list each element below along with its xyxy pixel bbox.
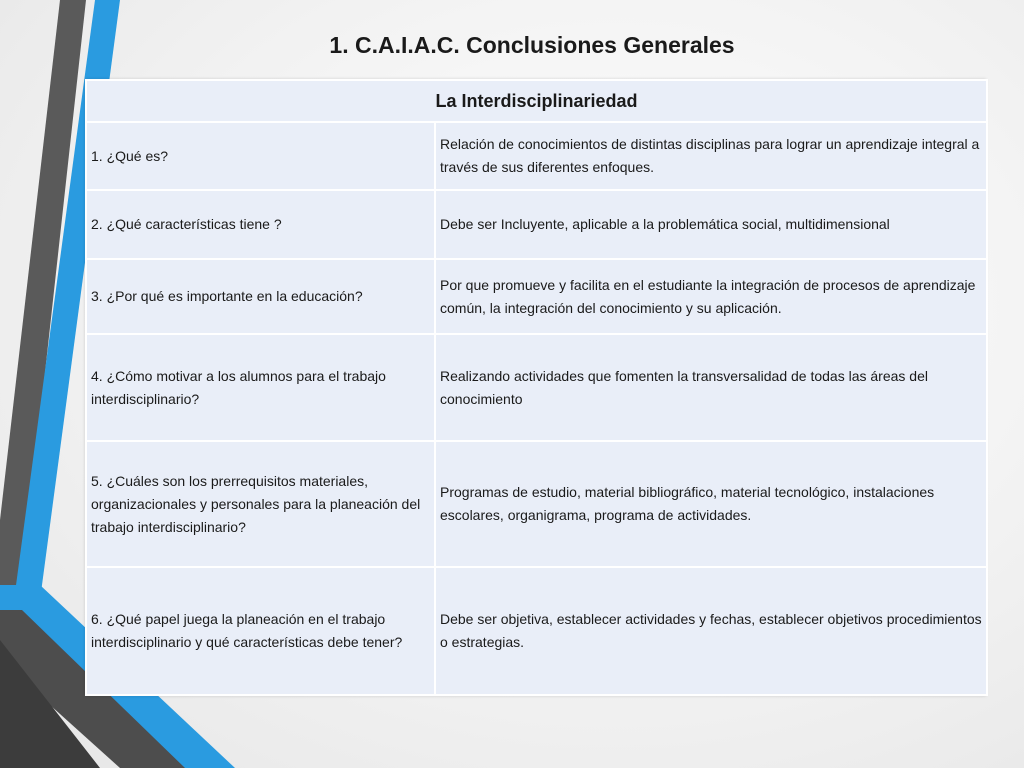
question-cell: 6. ¿Qué papel juega la planeación en el trabajo interdisciplinario y qué características debe tener? <box>86 567 435 695</box>
conclusions-table-container <box>85 79 986 696</box>
table-row <box>86 441 987 567</box>
question-cell: 4. ¿Cómo motivar a los alumnos para el trabajo interdisciplinario? <box>86 334 435 441</box>
question-cell: 3. ¿Por qué es importante en la educación? <box>86 259 435 334</box>
question-cell: 2. ¿Qué características tiene ? <box>86 190 435 259</box>
answer-cell: Programas de estudio, material bibliográfico, material tecnológico, instalaciones escolares, organigrama, programa de actividades. <box>435 441 987 567</box>
slide-title: 1. C.A.I.A.C. Conclusiones Generales <box>329 32 735 58</box>
table-row <box>86 567 987 695</box>
table-row <box>86 190 987 259</box>
question-cell: 5. ¿Cuáles son los prerrequisitos materiales, organizacionales y personales para la planeación del trabajo interdisciplinario? <box>86 441 435 567</box>
conclusions-table <box>85 79 988 696</box>
answer-cell: Relación de conocimientos de distintas disciplinas para lograr un aprendizaje integral a través de sus diferentes enfoques. <box>435 122 987 190</box>
answer-cell: Realizando actividades que fomenten la transversalidad de todas las áreas del conocimiento <box>435 334 987 441</box>
table-row <box>86 259 987 334</box>
answer-cell: Debe ser Incluyente, aplicable a la problemática social, multidimensional <box>435 190 987 259</box>
answer-cell: Por que promueve y facilita en el estudiante la integración de procesos de aprendizaje común, la integración del conocimiento y su aplicación. <box>435 259 987 334</box>
table-header: La Interdisciplinariedad <box>86 80 987 122</box>
answer-cell: Debe ser objetiva, establecer actividades y fechas, establecer objetivos procedimientos o estrategias. <box>435 567 987 695</box>
table-header-row <box>86 80 987 122</box>
table-row <box>86 122 987 190</box>
question-cell: 1. ¿Qué es? <box>86 122 435 190</box>
table-row <box>86 334 987 441</box>
